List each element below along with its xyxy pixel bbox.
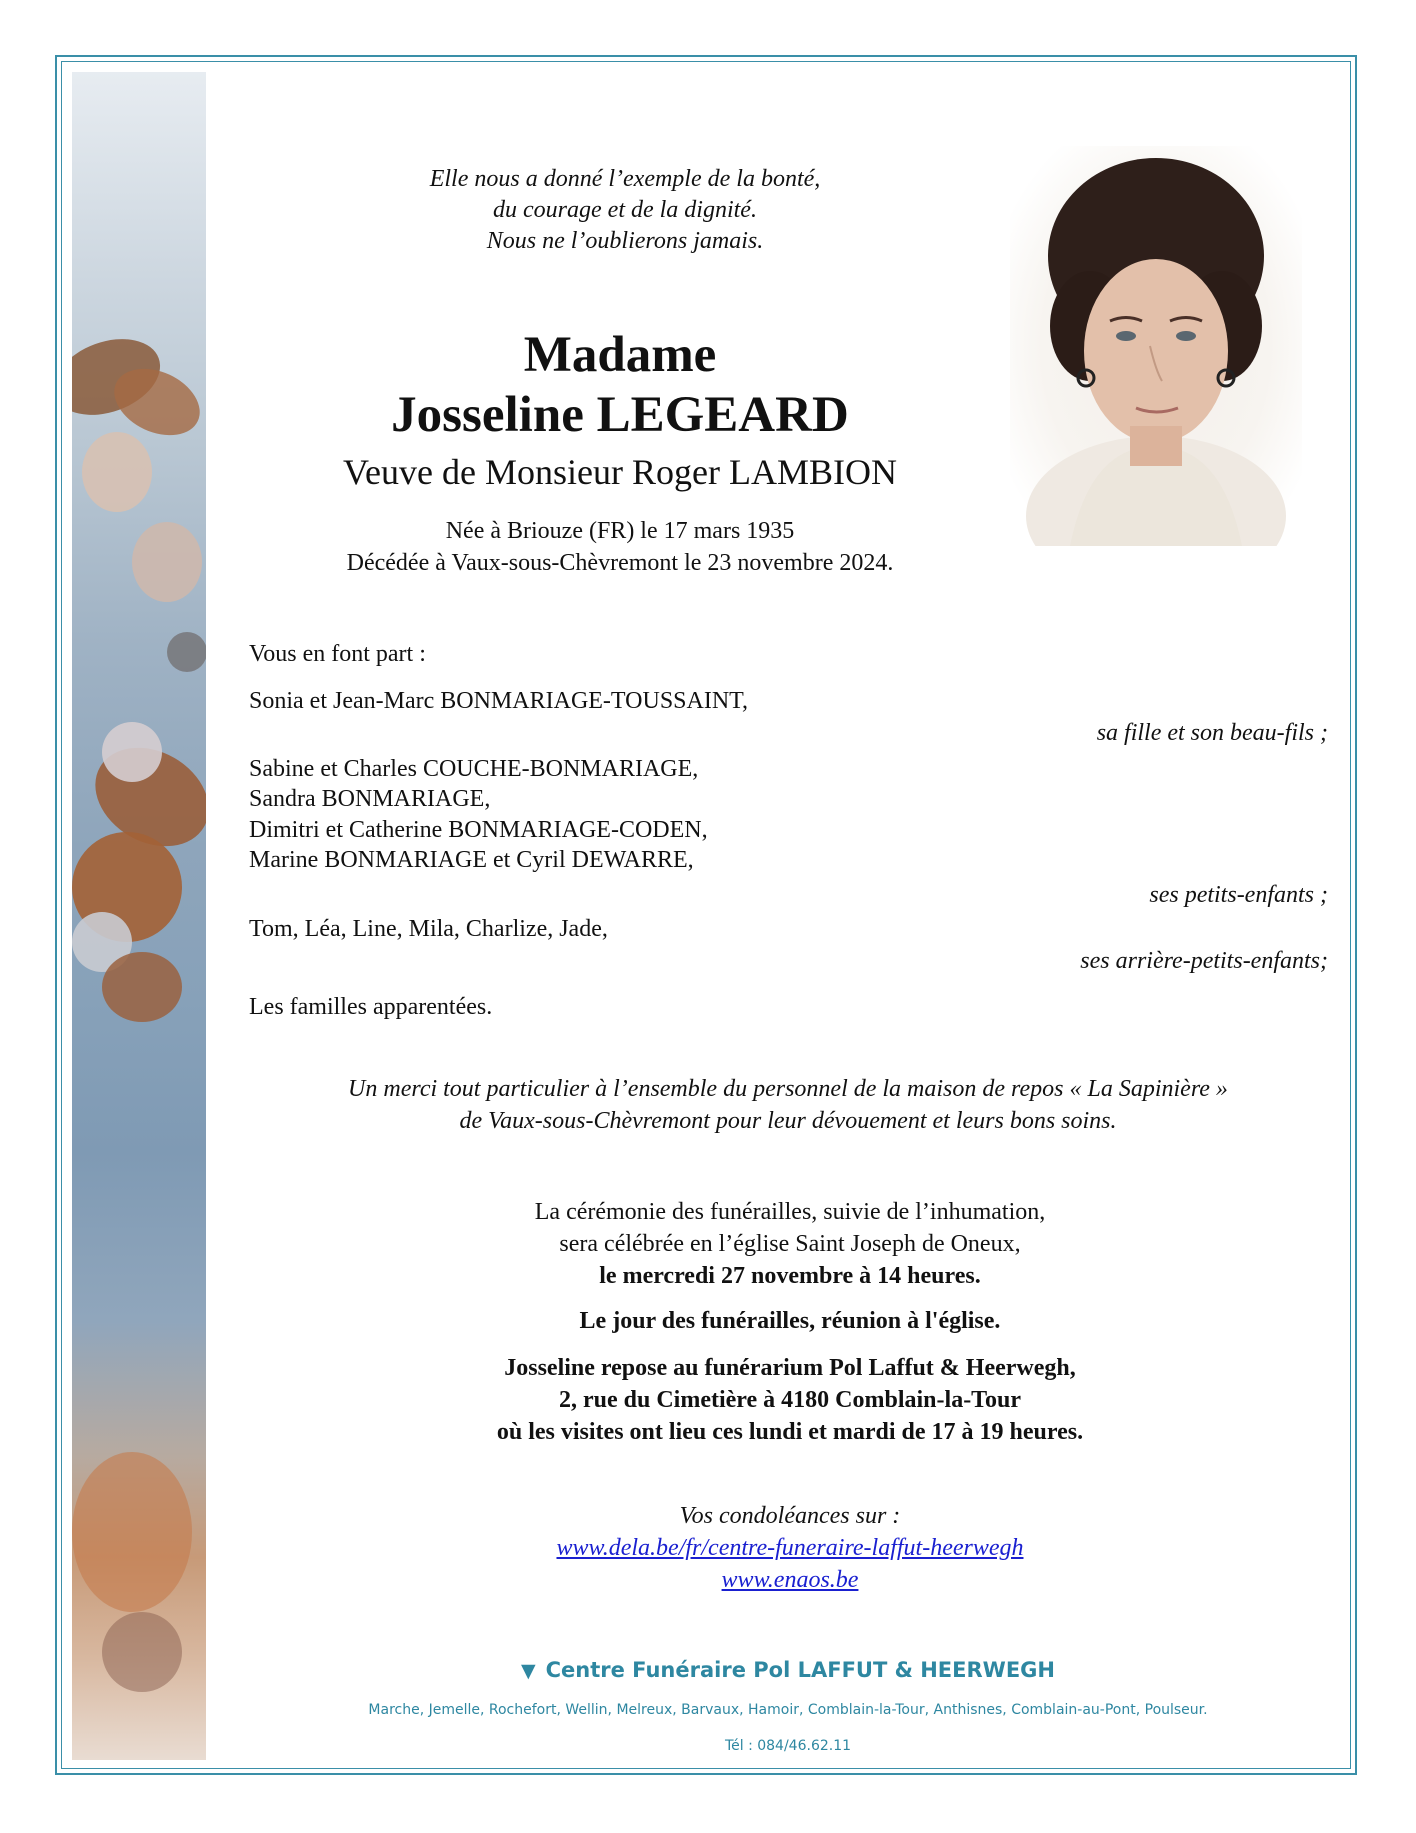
ceremony-date: le mercredi 27 novembre à 14 heures. [599,1263,981,1289]
thanks-line: Un merci tout particulier à l’ensemble du personnel de la maison de repos « La Sapinière » [348,1076,1228,1102]
deceased-name: Josseline LEGEARD [391,387,849,443]
funeral-home-locations: Marche, Jemelle, Rochefort, Wellin, Melreux, Barvaux, Hamoir, Comblain-la-Tour, Anthisnes, Comblain-au-Pont, Poulseur. [368,1702,1208,1718]
funerarium-address: 2, rue du Cimetière à 4180 Comblain-la-Tour [559,1387,1021,1413]
family-intro: Vous en font part : [249,641,426,667]
honorific-title: Madame [523,327,717,383]
grandchild-entry: Sabine et Charles COUCHE-BONMARIAGE, [249,756,699,782]
thanks-line: de Vaux-sous-Chèvremont pour leur dévouement et leurs bons soins. [459,1108,1117,1134]
life-dates [260,515,980,579]
death-line: Décédée à Vaux-sous-Chèvremont le 23 novembre 2024. [346,550,894,576]
enaos-link[interactable]: www.enaos.be [721,1567,859,1593]
ceremony-line: sera célébrée en l’église Saint Joseph de Oneux, [559,1231,1021,1257]
ceremony-line: La cérémonie des funérailles, suivie de l’inhumation, [534,1199,1046,1225]
thanks-note [230,1073,1346,1137]
grandchild-entry: Marine BONMARIAGE et Cyril DEWARRE, [249,847,694,873]
funeral-home-name [300,1658,1276,1682]
grandchildren-relation: ses petits-enfants ; [1149,882,1328,908]
great-grandchildren-relation: ses arrière-petits-enfants; [1080,948,1328,974]
triangle-down-icon: ▼ [521,1660,536,1682]
epigraph [350,164,900,257]
funerarium-block [380,1352,1200,1448]
condolences-block [380,1500,1200,1596]
meeting-note: Le jour des funérailles, réunion à l'église. [579,1308,1001,1334]
daughter-relation: sa fille et son beau-fils ; [1096,720,1328,746]
relatives-line: Les familles apparentées. [249,994,493,1020]
portrait-photo [1010,146,1302,546]
grandchild-entry: Sandra BONMARIAGE, [249,786,491,812]
ceremony-block [380,1196,1200,1292]
grandchild-entry: Dimitri et Catherine BONMARIAGE-CODEN, [249,817,708,843]
epigraph-line: du courage et de la dignité. [493,197,757,223]
visiting-hours: où les visites ont lieu ces lundi et mardi de 17 à 19 heures. [496,1419,1084,1445]
condolences-label: Vos condoléances sur : [679,1503,901,1529]
widow-of: Veuve de Monsieur Roger LAMBION [343,452,897,492]
epigraph-line: Elle nous a donné l’exemple de la bonté, [429,166,821,192]
birth-line: Née à Briouze (FR) le 17 mars 1935 [445,518,795,544]
great-grandchildren: Tom, Léa, Line, Mila, Charlize, Jade, [249,916,608,942]
epigraph-line: Nous ne l’oublierons jamais. [486,228,764,254]
funeral-home-label: Centre Funéraire Pol LAFFUT & HEERWEGH [545,1658,1055,1682]
dela-link[interactable]: www.dela.be/fr/centre-funeraire-laffut-heerwegh [556,1535,1024,1561]
funerarium-line: Josseline repose au funérarium Pol Laffut & Heerwegh, [504,1355,1076,1381]
funeral-home-phone: Tél : 084/46.62.11 [724,1738,852,1754]
family-daughter: Sonia et Jean-Marc BONMARIAGE-TOUSSAINT, [249,688,749,714]
decorative-side-image [72,72,206,1760]
